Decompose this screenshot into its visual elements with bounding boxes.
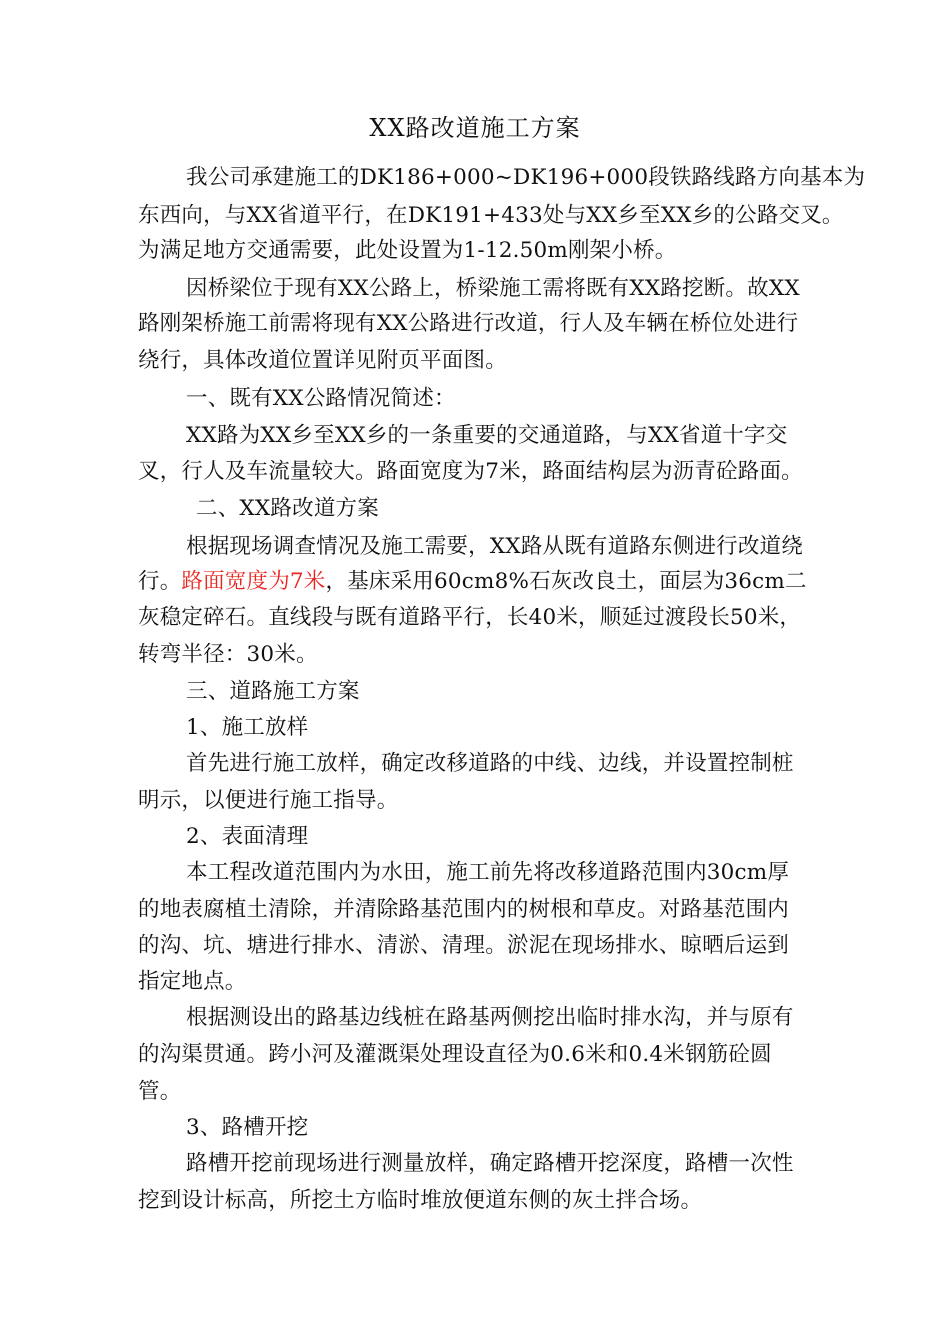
paragraph-line [138,564,807,595]
subsection-heading: 1、施工放样 [186,715,309,740]
paragraph-line: 转弯半径：30米。 [138,642,318,667]
paragraph-line: 指定地点。 [138,969,247,994]
paragraph-line: 因桥梁位于现有XX公路上，桥梁施工需将既有XX路挖断。故XX [186,276,800,301]
paragraph-line: 我公司承建施工的DK186+000~DK196+000段铁路线路方向基本为 [186,165,866,190]
section-heading: 三、道路施工方案 [186,679,360,704]
paragraph-line: 的沟、坑、塘进行排水、清淤、清理。淤泥在现场排水、晾晒后运到 [138,933,790,958]
paragraph-line: 管。 [138,1079,182,1104]
subsection-heading: 2、表面清理 [186,824,309,849]
paragraph-line: 叉，行人及车流量较大。路面宽度为7米，路面结构层为沥青砼路面。 [138,459,803,484]
text-span: 行。 [138,569,182,594]
section-heading: 一、既有XX公路情况简述： [186,386,456,411]
paragraph-line: 根据测设出的路基边线桩在路基两侧挖出临时排水沟，并与原有 [186,1005,794,1030]
paragraph-line: 路槽开挖前现场进行测量放样，确定路槽开挖深度，路槽一次性 [186,1151,794,1176]
paragraph-line: 首先进行施工放样，确定改移道路的中线、边线，并设置控制桩 [186,751,794,776]
paragraph-line: 的沟渠贯通。跨小河及灌溉渠处理设直径为0.6米和0.4米钢筋砼圆 [138,1042,772,1067]
paragraph-line: 挖到设计标高，所挖土方临时堆放便道东侧的灰土拌合场。 [138,1188,703,1213]
section-heading: 二、XX路改道方案 [196,496,379,521]
paragraph-line: XX路为XX乡至XX乡的一条重要的交通道路，与XX省道十字交 [186,423,788,448]
highlighted-text: 路面宽度为7米 [181,569,326,594]
paragraph-line: 东西向，与XX省道平行，在DK191+433处与XX乡至XX乡的公路交叉。 [138,203,844,228]
paragraph-line: 路刚架桥施工前需将现有XX公路进行改道，行人及车辆在桥位处进行 [138,311,799,336]
paragraph-line: 明示，以便进行施工指导。 [138,788,399,813]
paragraph-line: 的地表腐植土清除，并清除路基范围内的树根和草皮。对路基范围内 [138,897,790,922]
paragraph-line: 为满足地方交通需要，此处设置为1-12.50m刚架小桥。 [138,238,677,263]
text-span: ，基床采用60cm8%石灰改良土，面层为36cm二 [325,569,807,594]
paragraph-line: 根据现场调查情况及施工需要，XX路从既有道路东侧进行改道绕 [186,534,803,559]
paragraph-line: 绕行，具体改道位置详见附页平面图。 [138,348,507,373]
paragraph-line: 灰稳定碎石。直线段与既有道路平行，长40米，顺延过渡段长50米， [138,605,802,630]
page-title: XX路改道施工方案 [369,114,581,142]
paragraph-line: 本工程改道范围内为水田，施工前先将改移道路范围内30cm厚 [186,860,790,885]
subsection-heading: 3、路槽开挖 [186,1115,309,1140]
